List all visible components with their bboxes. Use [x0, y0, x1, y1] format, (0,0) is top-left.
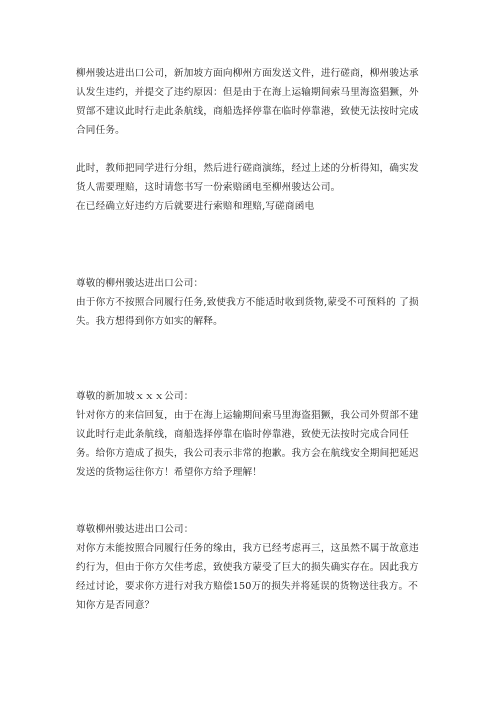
letter1-salutation: 尊敬的柳州骏达进出口公司：	[76, 278, 204, 289]
letter2-salutation: 尊敬的新加坡ｘｘｘ公司：	[76, 391, 194, 402]
letter1-body: 由于你方不按照合同履行任务,致使我方不能适时收到货物,蒙受不可预料的 了损失。我方想得到你方如实的解释。	[76, 297, 419, 327]
letter3-body: 对你方未能按照合同履行任务的缘由，我方已经考虑再三，这虽然不属于故意违约行为，但由于你方欠佳考虑，致使我方蒙受了巨大的损失确实存在。因此我方经过讨论，要求你方进行对我方赔偿150万的损失并将延误的货物送往我方。不知你方是否同意？	[76, 543, 419, 611]
intro-paragraph-1: 柳州骏达进出口公司，新加坡方面向柳州方面发送文件，进行磋商，柳州骏达承认发生违约，并提交了违约原因：但是由于在海上运输期间索马里海盗猖獗，外贸部不建议此时行走此条航线，商船选择停靠在临时停靠港，致使无法按时完成合同任务。	[76, 68, 419, 136]
intro-paragraph-3: 在已经确立好违约方后就要进行索赔和理赔,写磋商函电	[76, 201, 315, 212]
letter3-salutation: 尊敬柳州骏达进出口公司：	[76, 524, 194, 535]
letter2-body: 针对你方的来信回复，由于在海上运输期间索马里海盗猖獗，我公司外贸部不建议此时行走此条航线，商船选择停靠在临时停靠港，致使无法按时完成合同任务。给你方造成了损失，我公司表示非常的抱歉。我方会在航线安全期间把延迟发送的货物运往你方！希望你方给予理解！	[76, 410, 419, 478]
intro-paragraph-2: 此时，教师把同学进行分组，然后进行磋商演练，经过上述的分析得知，确实发货人需要理赔，这时请您书写一份索赔函电至柳州骏达公司。	[76, 163, 419, 193]
